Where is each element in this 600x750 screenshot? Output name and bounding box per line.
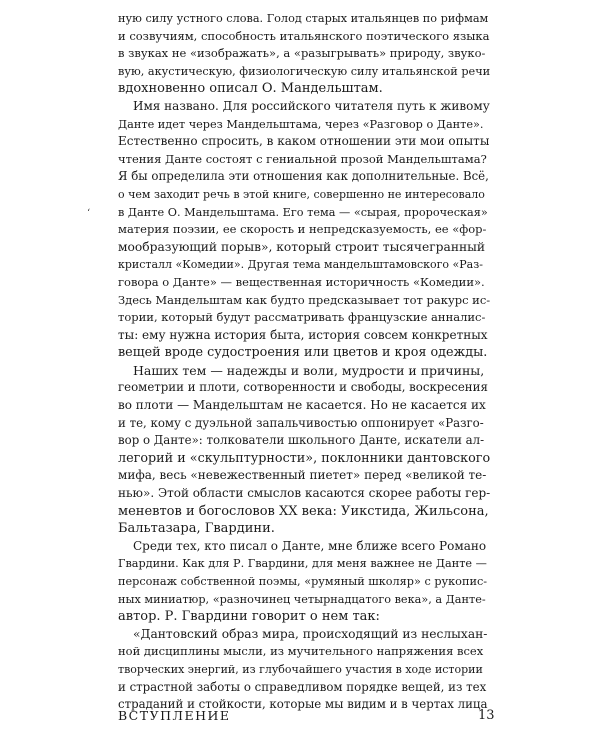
text-line: ной дисциплины мысли, из мучительного напряжения всех [118, 644, 484, 659]
text-line: Наших тем — надежды и воли, мудрости и причины, [133, 362, 485, 378]
text-line: Гвардини. Как для Р. Гвардини, для меня важнее не Данте — [118, 557, 487, 571]
text-line: геометрии и плоти, сотворенности и свободы, воскресения [118, 380, 488, 395]
text-line: и те, кому с дуэльной запальчивостью оппонирует «Разго- [118, 415, 484, 430]
text-line: вор о Данте»: толкователи школьного Данте, искатели ал- [118, 433, 485, 448]
text-line: ных миниатюр, «разночинец четырнадцатого века», а Данте- [118, 592, 486, 606]
text-line: Данте идет через Мандельштама, через «Разговор о Данте». [118, 117, 484, 131]
text-line: легорий и «скульптурности», поклонники дантовского [118, 450, 491, 466]
text-line: страданий и стойкости, которые мы видим и в чертах лица [118, 697, 488, 712]
text-line: нью». Этой области смыслов касаются скорее работы гер- [118, 486, 491, 501]
text-line: меневтов и богословов XX века: Уикстида, Жильсона, [118, 503, 489, 519]
running-footer-title: ВСТУПЛЕНИЕ [118, 708, 231, 723]
text-line: мообразующий порыв», который строит тысячегранный [118, 239, 486, 254]
text-line: ты: ему нужна история быта, история совсем конкретных [118, 327, 488, 342]
body-text [118, 10, 490, 714]
text-line: творческих энергий, из глубочайшего участия в ходе истории [118, 662, 483, 676]
margin-mark: ‘ [87, 208, 91, 219]
text-line: материя поэзии, ее скорость и непредсказуемость, ее «фор- [118, 222, 487, 237]
text-line: Среди тех, кто писал о Данте, мне ближе всего Романо [133, 538, 487, 553]
text-line: ную силу устного слова. Голод старых итальянцев по рифмам [118, 12, 489, 25]
text-line: в Данте О. Мандельштама. Его тема — «сырая, пророческая» [118, 205, 488, 219]
text-line: Здесь Мандельштам как будто предсказывает тот ракурс ис- [118, 292, 491, 307]
text-line: вдохновенно описал О. Мандельштам. [118, 81, 383, 97]
text-line: тории, который будут рассматривать французские анналис- [118, 310, 486, 325]
text-line: Естественно спросить, в каком отношении эти мои опыты [118, 134, 490, 149]
text-line: Имя названо. Для российского читателя путь к живому [133, 98, 490, 113]
text-line: в звуках не «изображать», а «разыгрывать» природу, звуко- [118, 46, 486, 61]
text-line: Бальтазара, Гвардини. [118, 521, 275, 537]
text-line: и созвучиям, способность итальянского поэтического языка [118, 28, 490, 43]
text-line: вещей вроде судостроения или цветов и кроя одежды. [118, 345, 488, 361]
text-line: мифа, весь «невежественный пиетет» перед «великой те- [118, 468, 487, 483]
text-line: говора о Данте» — вещественная историчность «Комедии». [118, 274, 485, 289]
text-line: и страстной заботы о справедливом порядке вещей, из тех [118, 679, 487, 694]
text-line: во плоти — Мандельштам не касается. Но не касается их [118, 398, 486, 413]
text-line: персонаж собственной поэмы, «румяный школяр» с рукопис- [118, 575, 488, 588]
text-line: Я бы определила эти отношения как дополнительные. Всё, [118, 169, 489, 184]
text-line: чтения Данте состоят с гениальной прозой Мандельштама? [118, 151, 487, 166]
text-line: автор. Р. Гвардини говорит о нем так: [118, 609, 380, 625]
text-line: кристалл «Комедии». Другая тема мандельштамовского «Раз- [118, 258, 483, 272]
text-line: вую, акустическую, физиологическую силу итальянской речи [118, 64, 491, 78]
page-number: 13 [478, 708, 495, 723]
text-line: о чем заходит речь в этой книге, совершенно не интересовало [118, 187, 485, 201]
text-line: «Дантовский образ мира, происходящий из неслыхан- [133, 626, 488, 641]
